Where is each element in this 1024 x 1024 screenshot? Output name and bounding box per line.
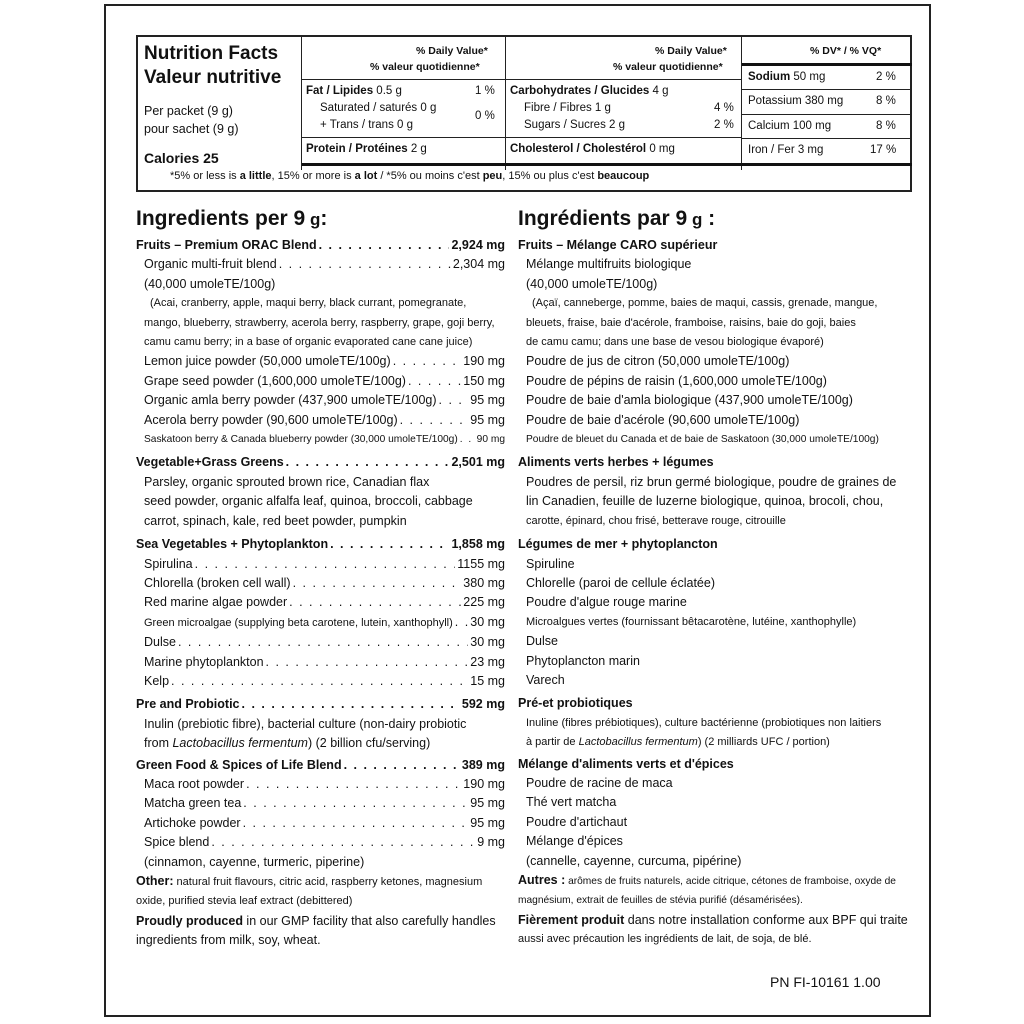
dv-header-en: % Daily Value* (416, 45, 488, 57)
calcium-dv: 8 % (876, 120, 896, 132)
ingredient-row: Chlorelle (paroi de cellule éclatée) (526, 575, 715, 590)
ingredient-row: Grape seed powder (1,600,000 umoleTE/100g) . . . 150 mg (136, 372, 505, 391)
ingredient-row: Mélange d'épices (526, 834, 623, 849)
ingredient-row: Thé vert matcha (526, 795, 617, 810)
column-divider (301, 37, 302, 170)
ingredient-row: Organic amla berry powder (437,900 umoleTE/100g) . . . 95 mg (136, 391, 505, 410)
ingredient-detail: camu camu berry; in a base of organic evaporated cane cane juice) (144, 336, 473, 349)
ingredient-detail: mango, blueberry, strawberry, acerola berry, raspberry, grape, goji berry, (144, 316, 495, 329)
ingredient-detail: Parsley, organic sprouted brown rice, Canadian flax (144, 474, 430, 489)
ingredient-detail: (cinnamon, cayenne, turmeric, piperine) (144, 854, 365, 869)
potassium-row: Potassium 380 mg (748, 95, 844, 107)
ingredient-row: Maca root powder . . . 190 mg (136, 775, 505, 794)
part-number: PN FI-10161 1.00 (770, 974, 881, 990)
ingredient-group: Vegetable+Grass Greens . . . 2,501 mg (136, 453, 505, 472)
ingredient-detail: lin Canadien, feuille de luzerne biologique, quinoa, brocoli, chou, (526, 494, 884, 509)
iron-dv: 17 % (870, 144, 897, 156)
ingredient-group: Fruits – Premium ORAC Blend . . . 2,924 mg (136, 236, 505, 255)
ingredient-row: Poudre de bleuet du Canada et de baie de Saskatoon (30,000 umoleTE/100g) (526, 434, 879, 446)
ingredient-row: Poudre de baie d'acérole (90,600 umoleTE/100g) (526, 412, 800, 427)
dv-header-fr: % valeur quotidienne* (370, 61, 480, 73)
cholesterol-row: Cholesterol / Cholestérol 0 mg (510, 143, 675, 155)
ingredient-row: Acerola berry powder (90,600 umoleTE/100g) . . . 95 mg (136, 411, 505, 430)
sodium-dv: 2 % (876, 71, 896, 83)
ingredient-row: Varech (526, 672, 565, 687)
ingredient-row: Lemon juice powder (50,000 umoleTE/100g) . . . 190 mg (136, 352, 505, 371)
ingredient-row: Chlorella (broken cell wall) . . . 380 mg (136, 574, 505, 593)
sodium-row: Sodium 50 mg (748, 71, 826, 83)
ingredient-row: Poudre d'algue rouge marine (526, 595, 687, 610)
fibre-row: Fibre / Fibres 1 g (524, 102, 611, 114)
ingredient-group: Pré-et probiotiques (518, 696, 633, 711)
fibre-dv: 4 % (714, 102, 734, 114)
ingredient-row: Spice blend . . . 9 mg (136, 833, 505, 852)
ingredient-detail: bleuets, fraise, baie d'acérole, framboise, raisins, baie do goji, baies (526, 316, 856, 329)
saturated-row: Saturated / saturés 0 g (320, 102, 437, 114)
allergen-statement-cont: ingredients from milk, soy, wheat. (136, 933, 321, 948)
ingredient-group: Mélange d'aliments verts et d'épices (518, 756, 734, 771)
sat-trans-dv: 0 % (475, 110, 495, 122)
ingredient-group: Aliments verts herbes + légumes (518, 455, 714, 470)
ingredient-detail: Poudres de persil, riz brun germé biologique, poudre de graines de (526, 474, 897, 489)
ingredient-detail: (Açaï, canneberge, pomme, baies de maqui, cassis, grenade, mangue, (532, 297, 878, 310)
calories: Calories 25 (144, 150, 219, 166)
nutrition-title-fr: Valeur nutritive (144, 67, 282, 88)
iron-row: Iron / Fer 3 mg (748, 144, 824, 156)
serving-size-en: Per packet (9 g) (144, 104, 233, 118)
ingredient-group: Fruits – Mélange CARO supérieur (518, 238, 718, 252)
ingredient-row: Green microalgae (supplying beta carotene, lutein, xanthophyll) . . . 30 mg (136, 613, 505, 633)
ingredient-row: Poudre de baie d'amla biologique (437,900 umoleTE/100g) (526, 393, 853, 408)
sugars-dv: 2 % (714, 119, 734, 131)
ingredient-detail: de camu camu; dans une base de vesou biologique évaporé) (526, 336, 824, 349)
serving-size-fr: pour sachet (9 g) (144, 122, 239, 136)
ingredient-detail: (40,000 umoleTE/100g) (526, 276, 658, 291)
ingredient-detail: carotte, épinard, chou frisé, betterave rouge, citrouille (526, 514, 786, 527)
protein-row: Protein / Protéines 2 g (306, 143, 427, 155)
ingredient-group: Green Food & Spices of Life Blend . . . 389 mg (136, 756, 505, 775)
other-ingredients: Autres : arômes de fruits naturels, acide citrique, cétones de framboise, oxyde de (518, 873, 896, 887)
allergen-statement: Proudly produced in our GMP facility that also carefully handles (136, 913, 496, 928)
nutrition-facts-table (136, 35, 912, 192)
ingredients-english (136, 205, 505, 951)
sugars-row: Sugars / Sucres 2 g (524, 119, 625, 131)
dv-header-3: % DV* / % VQ* (810, 45, 882, 57)
ingredient-row: Poudre d'artichaut (526, 814, 628, 829)
ingredient-row: Spirulina . . . 1155 mg (136, 555, 505, 574)
ingredient-row: Mélange multifruits biologique (526, 257, 692, 272)
ingredient-row: Kelp . . . 15 mg (136, 672, 505, 691)
ingredient-detail: from Lactobacillus fermentum) (2 billion cfu/serving) (144, 736, 431, 751)
allergen-statement-cont: aussi avec précaution les ingrédients de lait, de soja, de blé. (518, 933, 812, 946)
column-divider (505, 37, 506, 170)
ingredient-row: Poudre de racine de maca (526, 775, 673, 790)
other-ingredients: Other: natural fruit flavours, citric acid, raspberry ketones, magnesium (136, 874, 483, 888)
fat-row: Fat / Lipides 0.5 g (306, 85, 402, 97)
ingredients-title-en: Ingredients per 9 g: (136, 207, 328, 230)
column-divider (741, 37, 742, 170)
ingredient-detail: carrot, spinach, kale, red beet powder, pumpkin (144, 513, 407, 528)
trans-row: + Trans / trans 0 g (320, 119, 414, 131)
ingredient-detail: (Acai, cranberry, apple, maqui berry, black currant, pomegranate, (150, 297, 467, 310)
ingredient-row: Matcha green tea . . . 95 mg (136, 794, 505, 813)
ingredient-row: Poudre de jus de citron (50,000 umoleTE/100g) (526, 354, 790, 369)
ingredient-detail: Inulin (prebiotic fibre), bacterial culture (non-dairy probiotic (144, 716, 467, 731)
ingredient-row: Red marine algae powder . . . 225 mg (136, 593, 505, 612)
allergen-statement: Fièrement produit dans notre installation conforme aux BPF qui traite (518, 912, 908, 927)
ingredient-row: Dulse . . . 30 mg (136, 633, 505, 652)
other-ingredients-cont: magnésium, extrait de feuilles de stévia purifié (désamérisées). (518, 895, 803, 907)
ingredient-detail: Inuline (fibres prébiotiques), culture bactérienne (probiotiques non laitiers (526, 716, 882, 729)
ingredient-row: Saskatoon berry & Canada blueberry powder (30,000 umoleTE/100g) . . . 90 mg (136, 430, 505, 449)
ingredient-group: Pre and Probiotic . . . 592 mg (136, 695, 505, 714)
ingredient-group: Sea Vegetables + Phytoplankton . . . 1,858 mg (136, 535, 505, 554)
ingredient-row: Microalgues vertes (fournissant bêtacarotène, lutéine, xanthophylle) (526, 615, 857, 628)
dv-header-en-2: % Daily Value* (655, 45, 727, 57)
ingredient-row: Organic multi-fruit blend . . . 2,304 mg (136, 255, 505, 274)
carbohydrate-row: Carbohydrates / Glucides 4 g (510, 85, 669, 97)
ingredient-row: Spiruline (526, 556, 575, 571)
ingredient-detail: seed powder, organic alfalfa leaf, quinoa, broccoli, cabbage (144, 494, 473, 509)
dv-header-fr-2: % valeur quotidienne* (613, 61, 723, 73)
ingredients-title-fr: Ingrédients par 9 g : (518, 207, 716, 230)
ingredient-row: Poudre de pépins de raisin (1,600,000 umoleTE/100g) (526, 373, 827, 388)
fat-dv: 1 % (475, 85, 495, 97)
daily-value-footnote: *5% or less is a little, 15% or more is a lot / *5% ou moins c'est peu, 15% ou plus c'est beaucoup (170, 170, 650, 182)
ingredient-detail: à partir de Lactobacillus fermentum) (2 milliards UFC / portion) (526, 736, 830, 749)
ingredient-row: Dulse (526, 634, 558, 649)
calcium-row: Calcium 100 mg (748, 120, 832, 132)
ingredient-row: Artichoke powder . . . 95 mg (136, 814, 505, 833)
ingredient-row: Phytoplancton marin (526, 653, 640, 668)
ingredient-row: Marine phytoplankton . . . 23 mg (136, 653, 505, 672)
other-ingredients-cont: oxide, purified stevia leaf extract (debittered) (136, 895, 353, 908)
ingredient-detail: (cannelle, cayenne, curcuma, pipérine) (526, 853, 742, 868)
potassium-dv: 8 % (876, 95, 896, 107)
nutrition-title-en: Nutrition Facts (144, 43, 279, 64)
ingredients-french (518, 205, 914, 950)
ingredient-group: Légumes de mer + phytoplancton (518, 537, 718, 552)
ingredient-detail: (40,000 umoleTE/100g) (144, 276, 276, 291)
